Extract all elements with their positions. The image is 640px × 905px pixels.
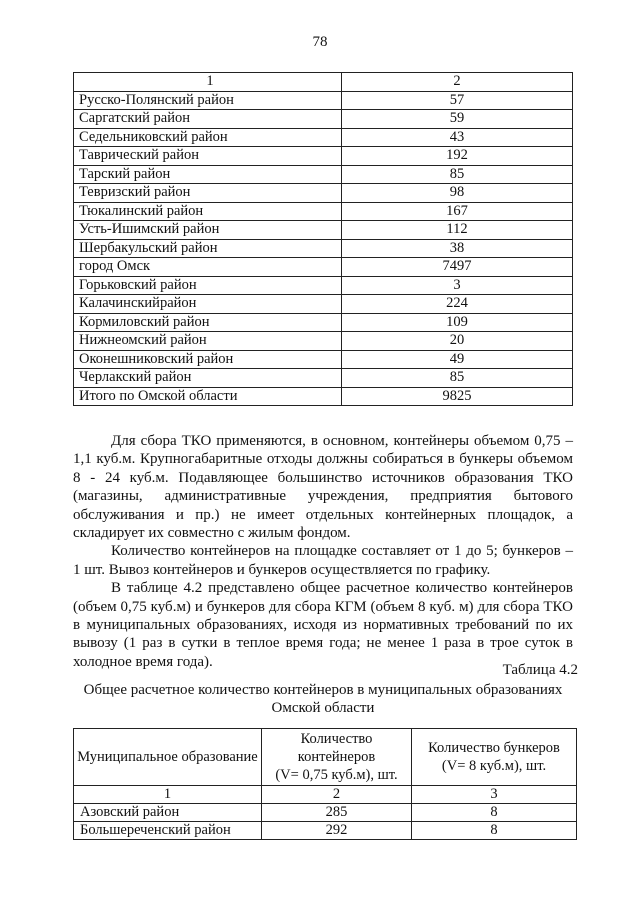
bunkers-count: 8 — [412, 822, 577, 840]
table-row — [74, 350, 573, 369]
header-municipality — [74, 729, 262, 786]
header-text: Количество — [300, 731, 373, 747]
containers-count: 285 — [262, 804, 412, 822]
district-name: Шербакульский район — [74, 239, 342, 258]
district-value: 3 — [342, 276, 573, 295]
header-bunkers — [412, 729, 577, 786]
district-name: Усть-Ишимский район — [74, 221, 342, 240]
district-name: Саргатский район — [74, 110, 342, 129]
header-containers — [262, 729, 412, 786]
district-name: город Омск — [74, 258, 342, 277]
table-row — [74, 147, 573, 166]
district-name: Русско-Полянский район — [74, 91, 342, 110]
total-row — [74, 387, 573, 406]
containers-count: 292 — [262, 822, 412, 840]
table-row — [74, 184, 573, 203]
district-name: Оконешниковский район — [74, 350, 342, 369]
paragraph: В таблице 4.2 представлено общее расчетное количество контейнеров (объем 0,75 куб.м) и бункеров для сбора КГМ (объем 8 куб. м) для сбора ТКО в муниципальных образованиях, исходя из нормативных требований по их вывозу (1 раз в сутки в теплое время года; не менее 1 раза в трое суток в холодное время года). — [73, 580, 573, 670]
table-row — [74, 239, 573, 258]
index-cell: 3 — [412, 786, 577, 804]
header-col-2: 2 — [342, 73, 573, 92]
district-name: Черлакский район — [74, 369, 342, 388]
district-name: Тюкалинский район — [74, 202, 342, 221]
district-value: 57 — [342, 91, 573, 110]
table-row — [74, 332, 573, 351]
table-row — [74, 258, 573, 277]
district-value: 7497 — [342, 258, 573, 277]
district-value: 85 — [342, 369, 573, 388]
body-text — [73, 432, 573, 671]
table-caption-line: Общее расчетное количество контейнеров в муниципальных образованиях — [83, 682, 563, 698]
district-name: Седельниковский район — [74, 128, 342, 147]
index-cell: 2 — [262, 786, 412, 804]
table-number-label: Таблица 4.2 — [502, 662, 578, 678]
district-value: 109 — [342, 313, 573, 332]
total-value: 9825 — [342, 387, 573, 406]
district-value: 98 — [342, 184, 573, 203]
table-row — [74, 91, 573, 110]
district-value: 59 — [342, 110, 573, 129]
index-row — [74, 786, 577, 804]
containers-table — [73, 728, 577, 840]
total-label: Итого по Омской области — [74, 387, 342, 406]
district-value: 85 — [342, 165, 573, 184]
bunkers-count: 8 — [412, 804, 577, 822]
table-row — [74, 313, 573, 332]
table-caption — [73, 681, 573, 717]
district-value: 49 — [342, 350, 573, 369]
district-value: 20 — [342, 332, 573, 351]
district-value: 167 — [342, 202, 573, 221]
table-row — [74, 202, 573, 221]
district-name: Тарский район — [74, 165, 342, 184]
table-row — [74, 369, 573, 388]
table-row — [74, 295, 573, 314]
district-name: Калачинскийрайон — [74, 295, 342, 314]
table-row — [74, 128, 573, 147]
header-text: Количество бункеров — [428, 740, 560, 756]
district-value: 112 — [342, 221, 573, 240]
district-value: 38 — [342, 239, 573, 258]
district-table — [73, 72, 573, 406]
table-header-row — [74, 729, 577, 786]
table-header-row — [74, 73, 573, 92]
table-row — [74, 221, 573, 240]
district-name: Горьковский район — [74, 276, 342, 295]
district-value: 43 — [342, 128, 573, 147]
paragraph: Для сбора ТКО применяются, в основном, контейнеры объемом 0,75 – 1,1 куб.м. Крупногабаритные отходы должны собираться в бункеры объемом 8 - 24 куб.м. Подавляющее большинство источников образования ТКО (магазины, административные учреждения, предприятия бытового обслуживания и пр.) не имеет отдельных контейнерных площадок, а складирует их совместно с жилым фондом. — [73, 433, 573, 542]
district-name: Таврический район — [74, 147, 342, 166]
table-caption-line: Омской области — [271, 700, 375, 716]
page-number: 78 — [312, 34, 328, 50]
municipality-name: Большереченский район — [74, 822, 262, 840]
header-text: Муниципальное образование — [77, 749, 258, 765]
header-text: (V= 0,75 куб.м), шт. — [275, 767, 398, 783]
header-col-1: 1 — [74, 73, 342, 92]
municipality-name: Азовский район — [74, 804, 262, 822]
table-row — [74, 110, 573, 129]
table-row — [74, 165, 573, 184]
paragraph: Количество контейнеров на площадке составляет от 1 до 5; бункеров – 1 шт. Вывоз контейнеров и бункеров осуществляется по графику. — [73, 543, 573, 578]
table-row — [74, 804, 577, 822]
district-name: Кормиловский район — [74, 313, 342, 332]
header-text: контейнеров — [297, 749, 376, 765]
district-name: Нижнеомский район — [74, 332, 342, 351]
district-value: 224 — [342, 295, 573, 314]
index-cell: 1 — [74, 786, 262, 804]
table-row — [74, 276, 573, 295]
table-row — [74, 822, 577, 840]
header-text: (V= 8 куб.м), шт. — [441, 758, 547, 774]
district-value: 192 — [342, 147, 573, 166]
district-name: Тевризский район — [74, 184, 342, 203]
